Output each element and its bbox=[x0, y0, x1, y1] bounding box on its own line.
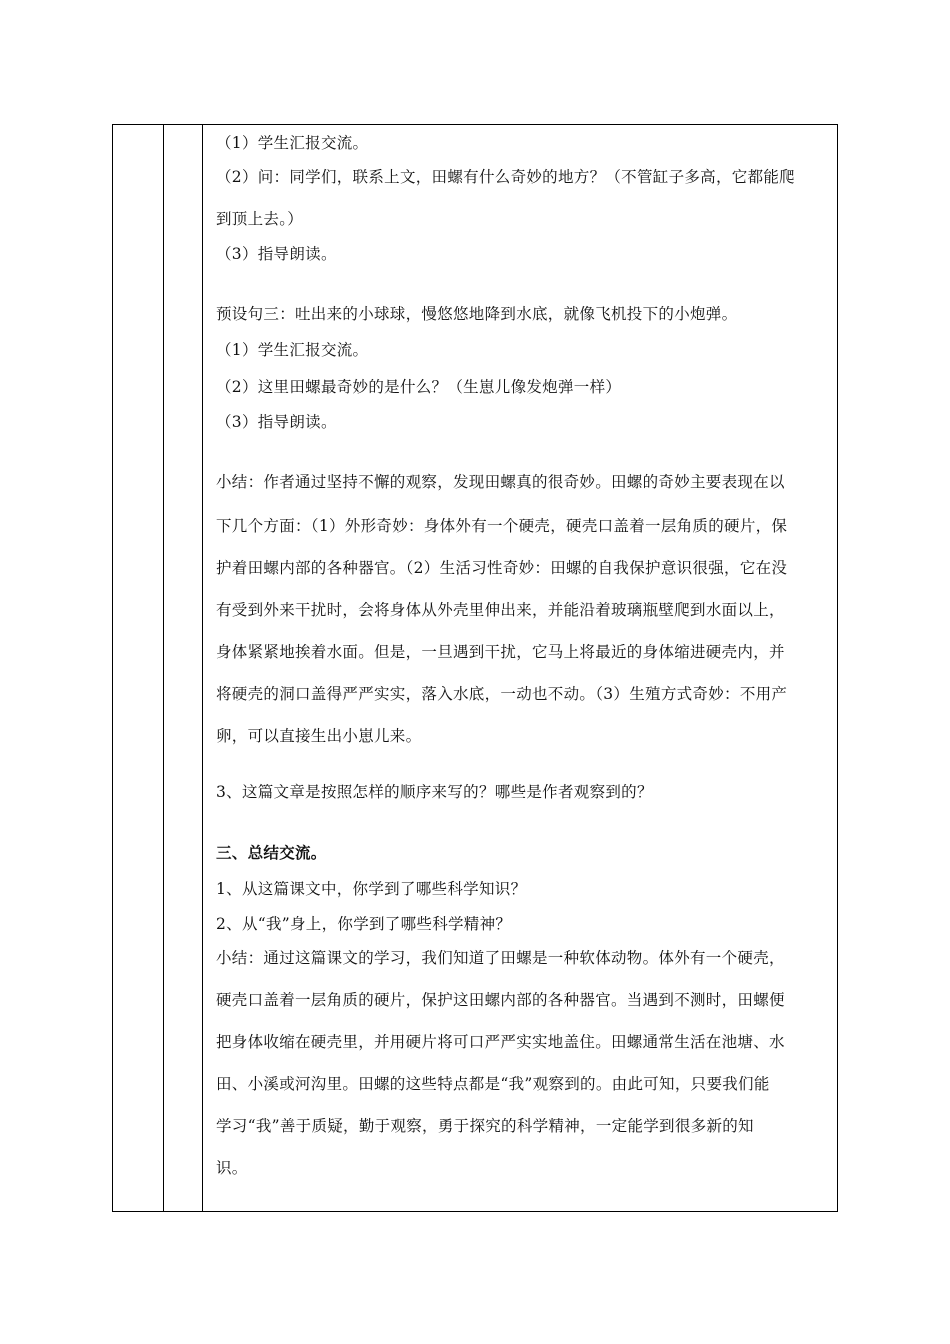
text-line: （1）学生汇报交流。 bbox=[216, 341, 369, 359]
conclusion-line: 学习“我”善于质疑，勤于观察，勇于探究的科学精神，一定能学到很多新的知 bbox=[216, 1117, 754, 1135]
summary-line: 卵，可以直接生出小崽儿来。 bbox=[216, 727, 422, 745]
text-line: 预设句三：吐出来的小球球，慢悠悠地降到水底，就像飞机投下的小炮弹。 bbox=[216, 305, 738, 323]
summary-line: 身体紧紧地挨着水面。但是，一旦遇到干扰，它马上将最近的身体缩进硬壳内，并 bbox=[216, 643, 785, 661]
question-line: 2、从“我”身上，你学到了哪些科学精神？ bbox=[216, 915, 512, 933]
text-line: （2）问：同学们，联系上文，田螺有什么奇妙的地方？（不管缸子多高，它都能爬 bbox=[216, 168, 795, 186]
question-line: 1、从这篇课文中，你学到了哪些科学知识？ bbox=[216, 880, 527, 898]
summary-line: 将硬壳的洞口盖得严严实实，落入水底，一动也不动。（3）生殖方式奇妙：不用产 bbox=[216, 685, 788, 703]
conclusion-line: 识。 bbox=[216, 1159, 248, 1177]
summary-line: 下几个方面：（1）外形奇妙：身体外有一个硬壳，硬壳口盖着一层角质的硬片，保 bbox=[216, 517, 788, 535]
conclusion-line: 硬壳口盖着一层角质的硬片，保护这田螺内部的各种器官。当遇到不测时，田螺便 bbox=[216, 991, 785, 1009]
conclusion-line: 田、小溪或河沟里。田螺的这些特点都是“我”观察到的。由此可知，只要我们能 bbox=[216, 1075, 770, 1093]
conclusion-line: 小结：通过这篇课文的学习，我们知道了田螺是一种软体动物。体外有一个硬壳， bbox=[216, 949, 785, 967]
text-line: （3）指导朗读。 bbox=[216, 245, 337, 263]
column-divider-1 bbox=[163, 125, 164, 1211]
lesson-table bbox=[112, 124, 838, 1212]
summary-line: 护着田螺内部的各种器官。（2）生活习性奇妙：田螺的自我保护意识很强，它在没 bbox=[216, 559, 788, 577]
conclusion-line: 把身体收缩在硬壳里，并用硬片将可口严严实实地盖住。田螺通常生活在池塘、水 bbox=[216, 1033, 785, 1051]
column-divider-2 bbox=[202, 125, 203, 1211]
question-line: 3、这篇文章是按照怎样的顺序来写的？哪些是作者观察到的？ bbox=[216, 783, 653, 801]
text-line: 到顶上去。） bbox=[216, 210, 304, 228]
text-line: （3）指导朗读。 bbox=[216, 413, 337, 431]
text-line: （1）学生汇报交流。 bbox=[216, 134, 369, 152]
summary-line: 小结：作者通过坚持不懈的观察，发现田螺真的很奇妙。田螺的奇妙主要表现在以 bbox=[216, 473, 785, 491]
summary-line: 有受到外来干扰时，会将身体从外壳里伸出来，并能沿着玻璃瓶壁爬到水面以上， bbox=[216, 601, 785, 619]
section-heading: 三、总结交流。 bbox=[216, 843, 327, 862]
text-line: （2）这里田螺最奇妙的是什么？（生崽儿像发炮弹一样） bbox=[216, 378, 622, 396]
